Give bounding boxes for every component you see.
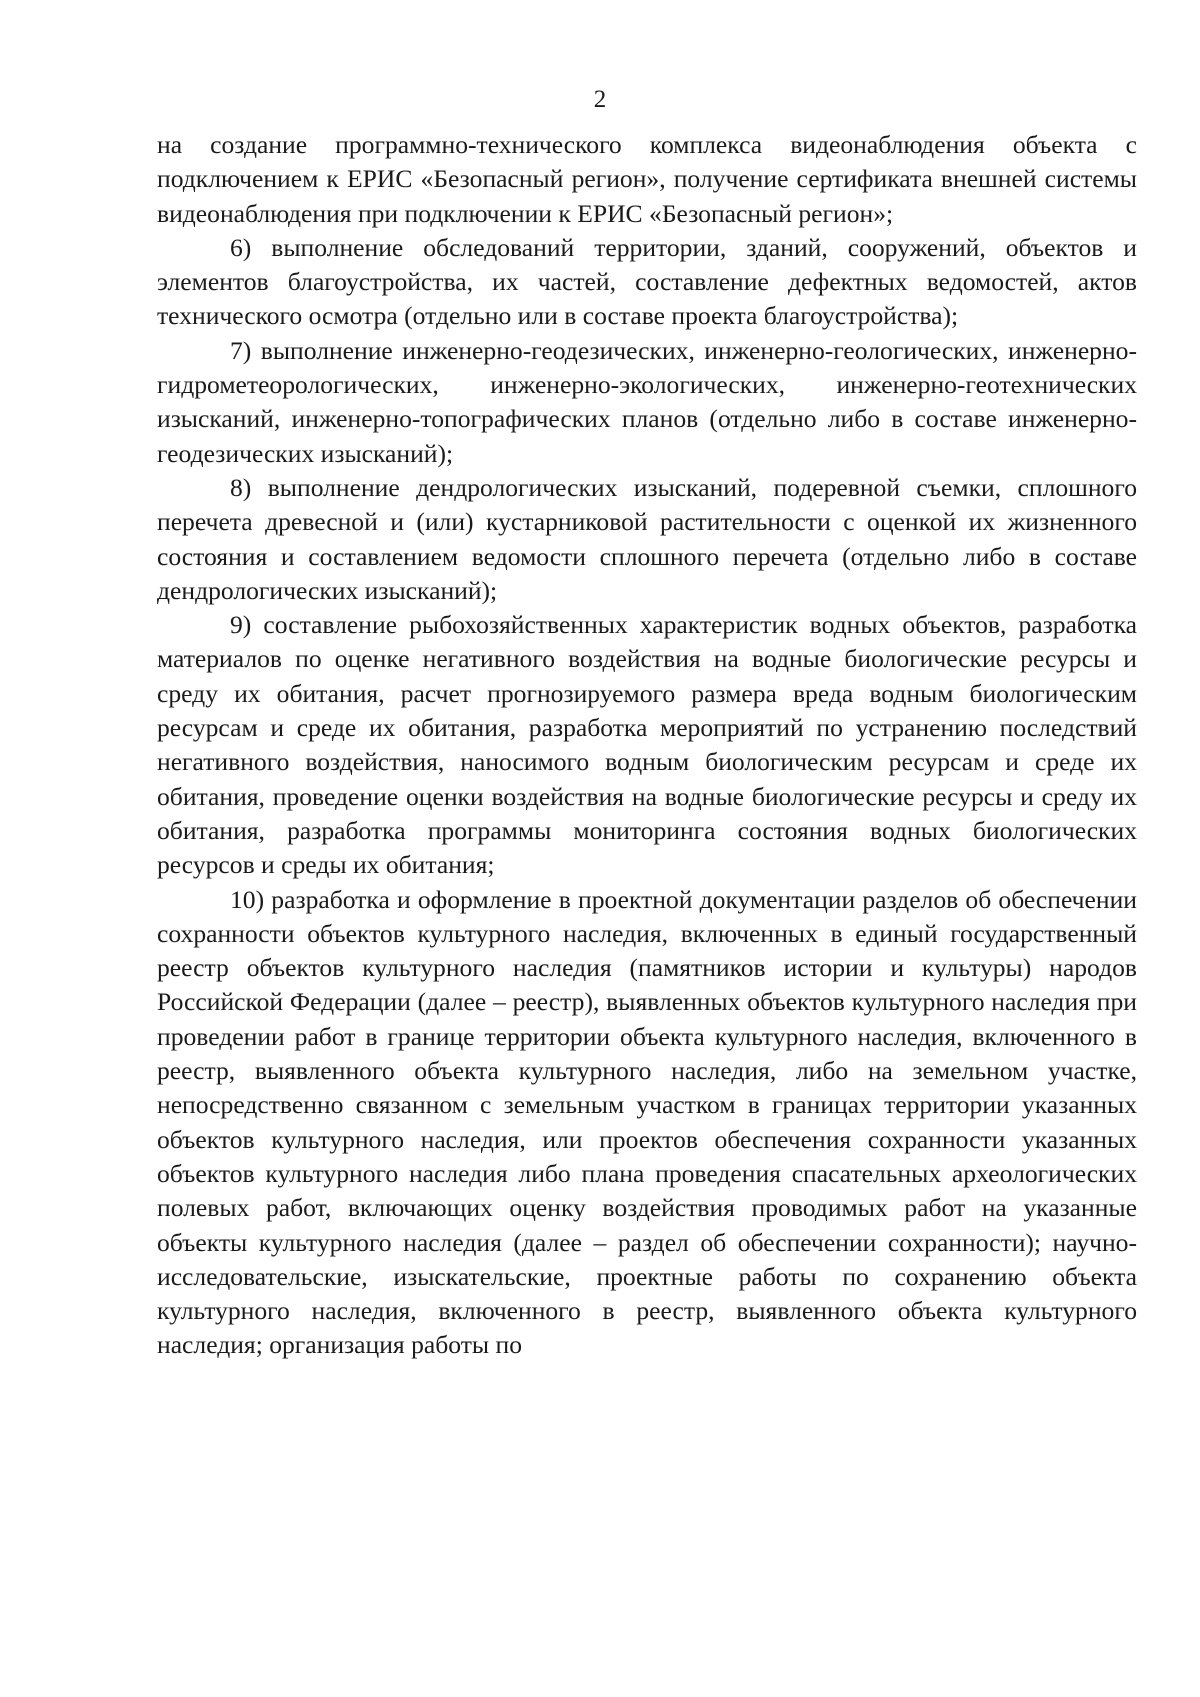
paragraph-item-10: 10) разработка и оформление в проектной документации разделов об обеспечении сохранности объектов культурного наследия, включенных в единый государственный реестр объектов культурного наследия (памятников истории и культуры) народов Российской Федерации (далее – реестр), выявленных объектов культурного наследия при проведении работ в границе территории объекта культурного наследия, включенного в реестр, выявленного объекта культурного наследия, либо на земельном участке, непосредственно связанном с земельным участком в границах территории указанных объектов культурного наследия, или проектов обеспечения сохранности указанных объектов культурного наследия либо плана проведения спасательных археологических полевых работ, включающих оценку воздействия проводимых работ на указанные объекты культурного наследия (далее – раздел об обеспечении сохранности); научно-исследовательские, изыскательские, проектные работы по сохранению объекта культурного наследия, включенного в реестр, выявленного объекта культурного наследия; организация работы по (157, 884, 1137, 1360)
paragraph-item-7: 7) выполнение инженерно-геодезических, инженерно-геологических, инженерно-гидрометеорологических, инженерно-экологических, инженерно-геотехнических изысканий, инженерно-топографических планов (отдельно либо в составе инженерно-геодезических изысканий); (157, 335, 1137, 468)
paragraph-item-9: 9) составление рыбохозяйственных характеристик водных объектов, разработка материалов по оценке негативного воздействия на водные биологические ресурсы и среду их обитания, расчет прогнозируемого размера вреда водным биологическим ресурсам и среде их обитания, разработка мероприятий по устранению последствий негативного воздействия, наносимого водным биологическим ресурсам и среде их обитания, проведение оценки воздействия на водные биологические ресурсы и среду их обитания, разработка программы мониторинга состояния водных биологических ресурсов и среды их обитания; (157, 610, 1137, 880)
page-number: 2 (593, 86, 607, 113)
paragraph-item-6: 6) выполнение обследований территории, зданий, сооружений, объектов и элементов благоустройства, их частей, составление дефектных ведомостей, актов технического осмотра (отдельно или в составе проекта благоустройства); (157, 232, 1137, 331)
document-body (157, 128, 1137, 1363)
paragraph-continuation: на создание программно-технического комплекса видеонаблюдения объекта с подключением к ЕРИС «Безопасный регион», получение сертификата внешней системы видеонаблюдения при подключении к ЕРИС «Безопасный регион»; (157, 130, 1137, 228)
paragraph-item-8: 8) выполнение дендрологических изысканий, подеревной съемки, сплошного перечета древесной и (или) кустарниковой растительности с оценкой их жизненного состояния и составлением ведомости сплошного перечета (отдельно либо в составе дендрологических изысканий); (157, 472, 1137, 605)
